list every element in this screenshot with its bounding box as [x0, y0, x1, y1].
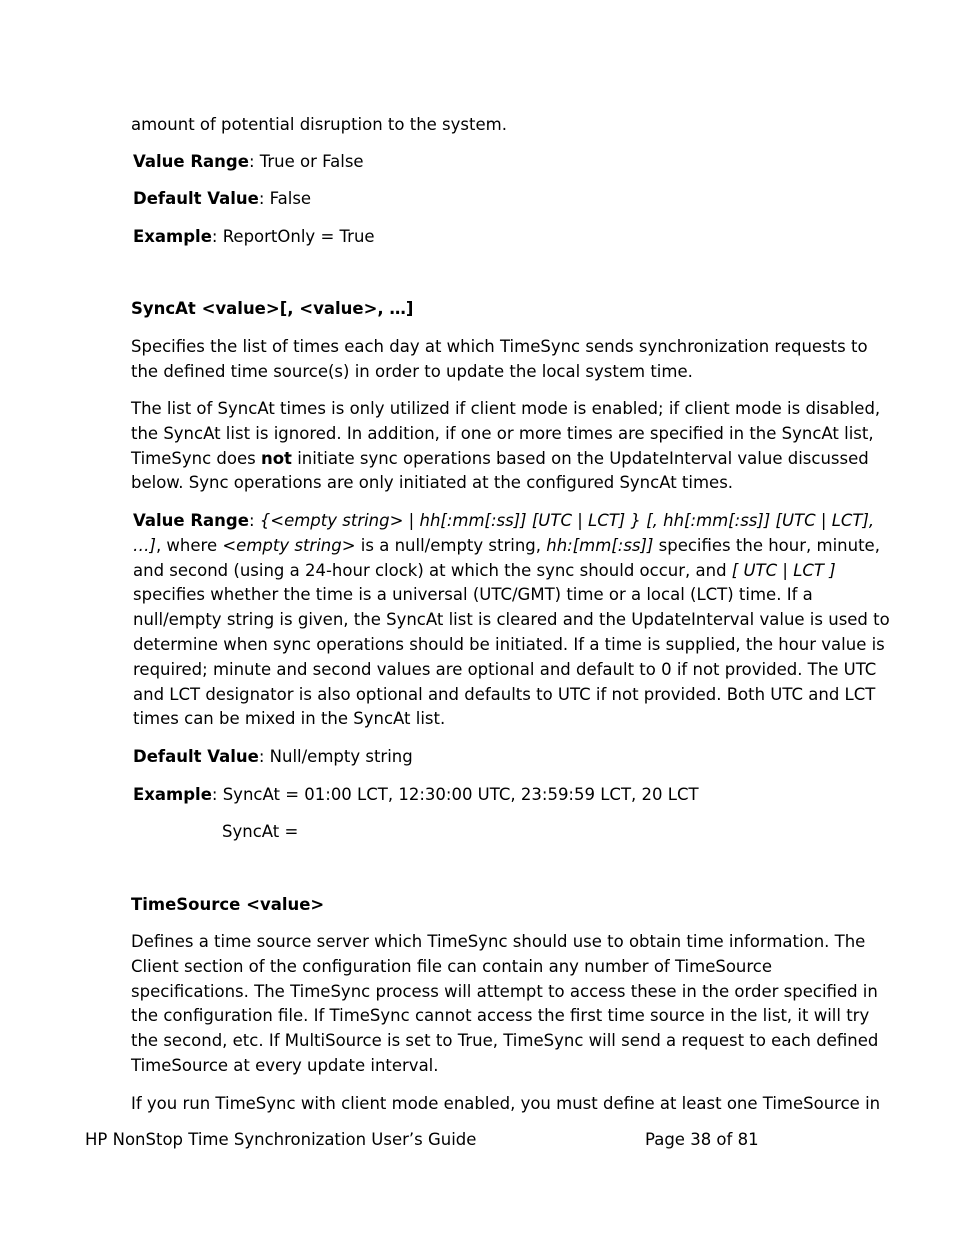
example-label: Example: [133, 785, 212, 804]
value-range-label: Value Range: [133, 152, 249, 171]
report-only-intro-tail: amount of potential disruption to the system.: [131, 115, 507, 134]
value-range-label: Value Range: [133, 511, 249, 530]
value-range-text-1: , where: [155, 535, 223, 555]
timesource-client-mode-paragraph: If you run TimeSync with client mode enabled, you must define at least one TimeSource in: [131, 1094, 881, 1113]
report-only-default-value: [133, 187, 891, 212]
value-range-text: : True or False: [248, 152, 364, 171]
syncat-usage-not: not: [260, 448, 292, 468]
syncat-usage-part2: initiate sync operations based on the UpdateInterval value discussed below. Sync operations are only initiated at the configured SyncAt times.: [131, 448, 869, 493]
syncat-default-value: [133, 745, 891, 770]
syncat-description: Specifies the list of times each day at which TimeSync sends synchronization requests to the defined time source(s) in order to update the local system time.: [131, 337, 868, 381]
value-range-colon: :: [248, 511, 260, 530]
report-only-example: [133, 225, 891, 250]
syncat-example-2: SyncAt =: [222, 822, 299, 841]
default-value-label: Default Value: [133, 189, 259, 208]
value-range-text-3: specifies the hour, minute, and second (using a 24-hour clock) at which the sync should occur, and: [133, 535, 880, 580]
value-range-hh-format: hh:[mm[:ss]]: [546, 535, 654, 555]
timesource-heading: TimeSource <value>: [131, 895, 325, 914]
default-value-text: : False: [258, 189, 312, 208]
report-only-value-range: [133, 150, 891, 175]
footer-page-number: Page 38 of 81: [645, 1130, 759, 1149]
default-value-label: Default Value: [133, 747, 259, 766]
syncat-example: [133, 783, 891, 808]
value-range-syntax: {<empty string> | hh[:mm[:ss]] [UTC | LCT] } [, hh[:mm[:ss]] [UTC | LCT], …]: [133, 511, 875, 555]
syncat-heading: SyncAt <value>[, <value>, …]: [131, 299, 414, 318]
value-range-empty-string: <empty string>: [222, 535, 356, 555]
value-range-text-4: specifies whether the time is a universal (UTC/GMT) time or a local (LCT) time. If a null/empty string is given, the SyncAt list is cleared and the UpdateInterval value is used to determine when sync operations should be initiated. If a time is supplied, the hour value is required; minute and second values are optional and default to 0 if not provided. The UTC and LCT designator is also optional and defaults to UTC if not provided. Both UTC and LCT times can be mixed in the SyncAt list.: [133, 585, 890, 729]
syncat-usage-part1: The list of SyncAt times is only utilized if client mode is enabled; if client mode is disabled, the SyncAt list is ignored. In addition, if one or more times are specified in the SyncAt list, TimeSync does: [131, 399, 881, 468]
syncat-value-range: [133, 509, 891, 732]
value-range-utc-lct: [ UTC | LCT ]: [731, 560, 836, 580]
example-text: : SyncAt = 01:00 LCT, 12:30:00 UTC, 23:59:59 LCT, 20 LCT: [211, 785, 699, 804]
default-value-text: : Null/empty string: [258, 747, 413, 766]
timesource-description: Defines a time source server which TimeSync should use to obtain time information. The Client section of the configuration file can contain any number of TimeSource specifications. The TimeSync process will attempt to access these in the order specified in the configuration file. If TimeSync cannot access the first time source in the list, it will try the second, etc. If MultiSource is set to True, TimeSync will send a request to each defined TimeSource at every update interval.: [131, 932, 879, 1075]
example-label: Example: [133, 227, 212, 246]
value-range-text-2: is a null/empty string,: [355, 535, 547, 555]
syncat-usage-paragraph: [131, 397, 891, 496]
example-text: : ReportOnly = True: [211, 227, 375, 246]
footer-document-title: HP NonStop Time Synchronization User’s Guide: [85, 1130, 477, 1149]
